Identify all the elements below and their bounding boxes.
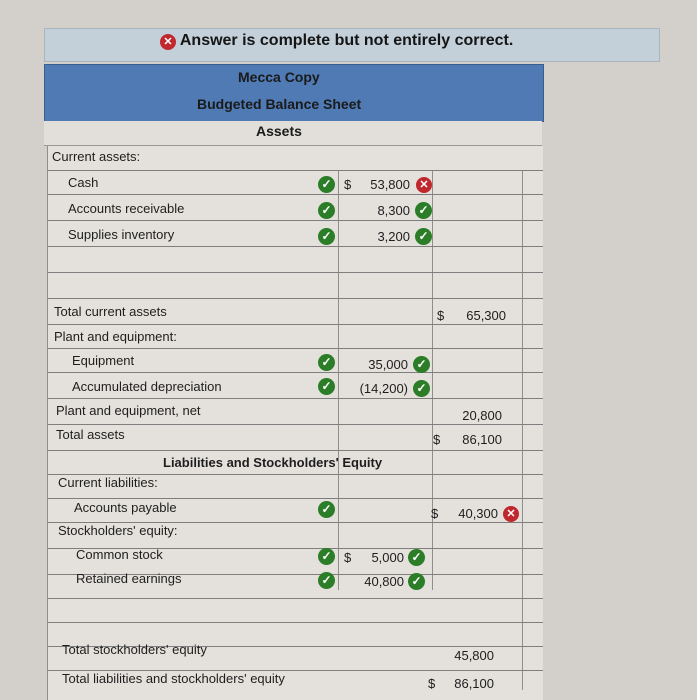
result-message: ✕ Answer is complete but not entirely correct. [160, 32, 513, 50]
column-divider [338, 170, 339, 590]
supplies-inventory-label: Supplies inventory [68, 227, 175, 242]
correct-check-icon: ✓ [415, 202, 432, 219]
supplies-inventory-amount-input[interactable]: 3,200 [377, 229, 410, 244]
current-assets-label: Current assets: [52, 149, 141, 164]
total-stockholders-equity-amount-input[interactable]: 45,800 [454, 648, 494, 663]
incorrect-x-icon: ✕ [416, 177, 432, 193]
company-name: Mecca Copy [238, 69, 320, 85]
total-assets-label: Total assets [56, 427, 125, 442]
cash-label: Cash [68, 175, 99, 190]
equipment-label: Equipment [72, 353, 135, 368]
currency-symbol: $ [437, 308, 445, 323]
correct-check-icon: ✓ [408, 549, 425, 566]
correct-check-icon: ✓ [413, 356, 430, 373]
currency-symbol: $ [431, 506, 439, 521]
stockholders-equity-label: Stockholders' equity: [58, 523, 178, 538]
equipment-amount-input[interactable]: 35,000 [368, 357, 408, 372]
row-divider [48, 246, 543, 247]
accounts-receivable-label: Accounts receivable [68, 201, 185, 216]
common-stock-amount-input[interactable]: 5,000 [371, 550, 404, 565]
retained-earnings-amount-input[interactable]: 40,800 [364, 574, 404, 589]
currency-symbol: $ [428, 676, 436, 691]
correct-check-icon: ✓ [318, 354, 335, 371]
row-divider [48, 372, 543, 373]
correct-check-icon: ✓ [415, 228, 432, 245]
accumulated-depreciation-amount-input[interactable]: (14,200) [359, 381, 408, 396]
row-divider [48, 398, 543, 399]
total-liabilities-equity-label: Total liabilities and stockholders' equity [62, 671, 285, 686]
row-divider [48, 220, 543, 221]
column-divider [432, 170, 433, 590]
row-divider [48, 424, 543, 425]
liabilities-equity-heading: Liabilities and Stockholders' Equity [163, 455, 383, 470]
accounts-payable-label: Accounts payable [74, 500, 177, 515]
row-divider [48, 194, 543, 195]
column-divider [522, 170, 523, 690]
correct-check-icon: ✓ [318, 572, 335, 589]
total-assets-amount-input[interactable]: 86,100 [462, 432, 502, 447]
plant-equipment-label: Plant and equipment: [54, 329, 177, 344]
common-stock-label: Common stock [76, 547, 163, 562]
currency-symbol: $ [344, 550, 352, 565]
current-liabilities-label: Current liabilities: [58, 475, 158, 490]
assets-heading: Assets [256, 123, 302, 139]
row-divider [48, 170, 543, 171]
row-divider [48, 348, 543, 349]
total-current-assets-amount-input[interactable]: 65,300 [466, 308, 506, 323]
correct-check-icon: ✓ [318, 228, 335, 245]
total-stockholders-equity-label: Total stockholders' equity [62, 642, 207, 657]
total-liabilities-equity-amount-input[interactable]: 86,100 [454, 676, 494, 691]
row-divider [48, 622, 543, 623]
correct-check-icon: ✓ [318, 548, 335, 565]
plant-equipment-net-label: Plant and equipment, net [56, 403, 201, 418]
currency-symbol: $ [344, 177, 352, 192]
accounts-payable-amount-input[interactable]: 40,300 [458, 506, 498, 521]
correct-check-icon: ✓ [318, 176, 335, 193]
row-divider [48, 450, 543, 451]
plant-equipment-net-amount-input[interactable]: 20,800 [462, 408, 502, 423]
error-x-icon: ✕ [160, 34, 176, 50]
sheet-title: Budgeted Balance Sheet [197, 96, 362, 112]
correct-check-icon: ✓ [318, 378, 335, 395]
accumulated-depreciation-label: Accumulated depreciation [72, 379, 222, 394]
row-divider [48, 498, 543, 499]
row-divider [48, 324, 543, 325]
correct-check-icon: ✓ [318, 501, 335, 518]
incorrect-x-icon: ✕ [503, 506, 519, 522]
row-divider [48, 272, 543, 273]
row-divider [48, 598, 543, 599]
correct-check-icon: ✓ [318, 202, 335, 219]
total-current-assets-label: Total current assets [54, 304, 167, 319]
row-divider [48, 298, 543, 299]
correct-check-icon: ✓ [408, 573, 425, 590]
cash-amount-input[interactable]: 53,800 [370, 177, 410, 192]
currency-symbol: $ [433, 432, 441, 447]
retained-earnings-label: Retained earnings [76, 571, 182, 586]
accounts-receivable-amount-input[interactable]: 8,300 [377, 203, 410, 218]
correct-check-icon: ✓ [413, 380, 430, 397]
